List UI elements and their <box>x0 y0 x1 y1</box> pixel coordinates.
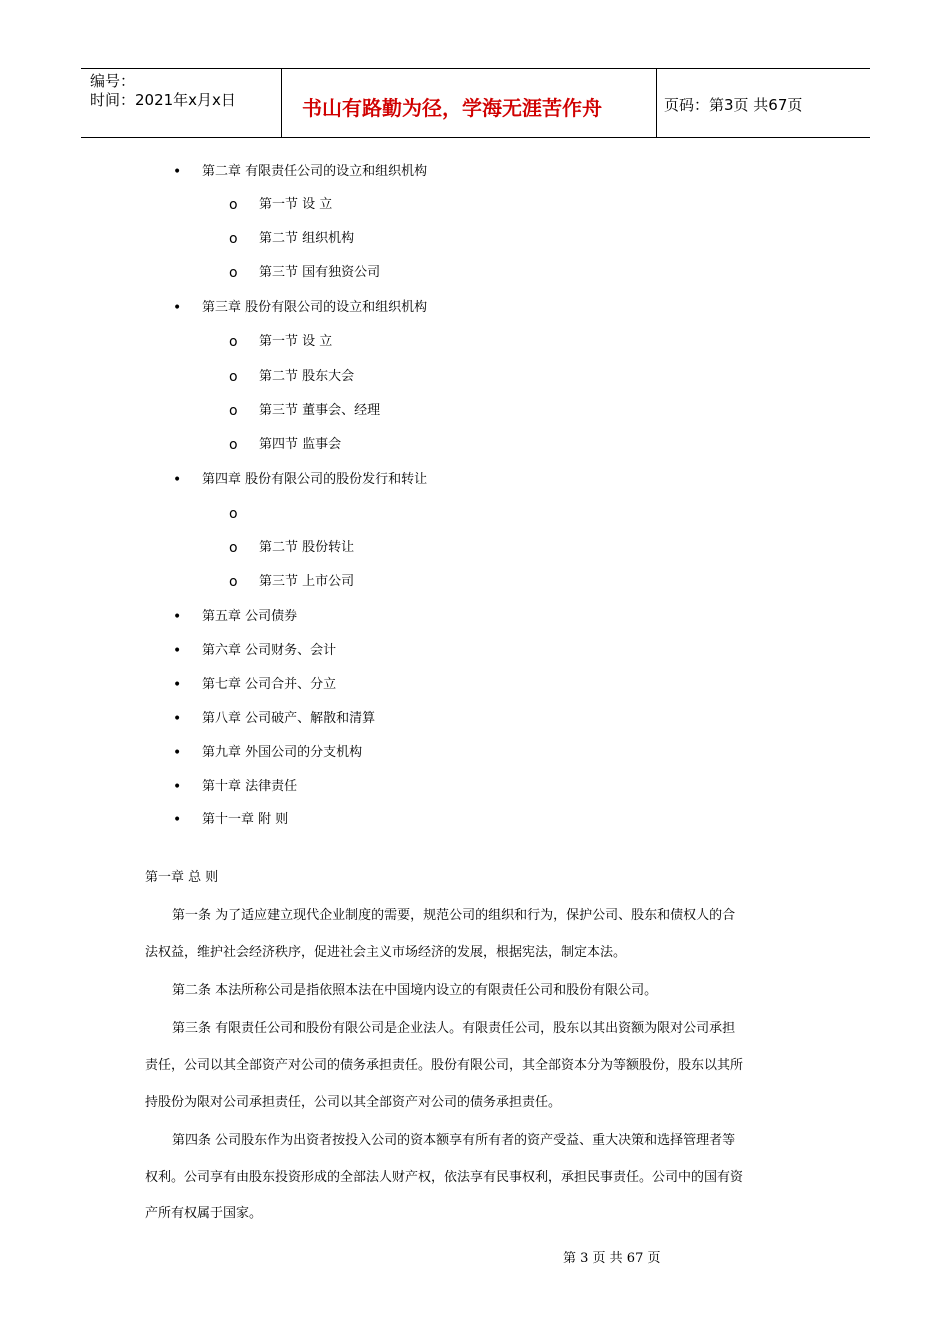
circle-bullet-icon: o <box>229 403 238 419</box>
circle-bullet-icon: o <box>229 540 238 556</box>
paragraph-line: 持股份为限对公司承担责任，公司以其全部资产对公司的债务承担责任。 <box>145 1095 562 1110</box>
bullet-icon: • <box>173 300 182 316</box>
bullet-icon: • <box>173 711 182 727</box>
toc-item-label: 第三节 董事会、经理 <box>259 403 381 418</box>
header-page-cell <box>656 69 870 137</box>
toc-item-label: 第三章 股份有限公司的设立和组织机构 <box>202 300 428 315</box>
circle-bullet-icon: o <box>229 574 238 590</box>
paragraph-line: 责任，公司以其全部资产对公司的债务承担责任。股份有限公司，其全部资本分为等额股份，股东以其所 <box>145 1058 744 1073</box>
toc-item-label: 第十章 法律责任 <box>202 779 298 794</box>
date-label: 时间：2021年x月x日 <box>90 91 236 109</box>
circle-bullet-icon: o <box>229 369 238 385</box>
motto: 书山有路勤为径，学海无涯苦作舟 <box>302 96 602 120</box>
paragraph-line: 第三条 有限责任公司和股份有限公司是企业法人。有限责任公司，股东以其出资额为限对公司承担 <box>172 1021 736 1036</box>
page-number-label: 页码：第3页 共67页 <box>664 96 803 114</box>
bullet-icon: • <box>173 164 182 180</box>
bullet-icon: • <box>173 745 182 761</box>
toc-item-label: 第二节 组织机构 <box>259 231 355 246</box>
bullet-icon: • <box>173 609 182 625</box>
page-header <box>81 68 870 138</box>
toc-item-label: 第九章 外国公司的分支机构 <box>202 745 363 760</box>
chapter-heading: 第一章 总 则 <box>145 870 219 885</box>
toc-item-label: 第一节 设 立 <box>259 334 333 349</box>
toc-item-label: 第三节 上市公司 <box>259 574 355 589</box>
toc-item-label: 第七章 公司合并、分立 <box>202 677 337 692</box>
bullet-icon: • <box>173 643 182 659</box>
serial-label: 编号： <box>90 72 136 90</box>
page-footer: 第 3 页 共 67 页 <box>563 1251 661 1266</box>
paragraph-line: 法权益，维护社会经济秩序，促进社会主义市场经济的发展，根据宪法，制定本法。 <box>145 945 627 960</box>
bullet-icon: • <box>173 779 182 795</box>
bullet-icon: • <box>173 472 182 488</box>
circle-bullet-icon: o <box>229 265 238 281</box>
toc-item-label: 第四节 监事会 <box>259 437 342 452</box>
paragraph-line: 产所有权属于国家。 <box>145 1206 263 1221</box>
bullet-icon: • <box>173 812 182 828</box>
toc-item-label: 第五章 公司债券 <box>202 609 298 624</box>
toc-item-label: 第二章 有限责任公司的设立和组织机构 <box>202 164 428 179</box>
toc-item-label: 第二节 股份转让 <box>259 540 355 555</box>
paragraph-line: 权利。公司享有由股东投资形成的全部法人财产权，依法享有民事权利，承担民事责任。公司中的国有资 <box>145 1170 744 1185</box>
toc-item-label: 第二节 股东大会 <box>259 369 355 384</box>
toc-item-label: 第六章 公司财务、会计 <box>202 643 337 658</box>
paragraph-line: 第一条 为了适应建立现代企业制度的需要，规范公司的组织和行为，保护公司、股东和债权人的合 <box>172 908 736 923</box>
toc-item-label: 第八章 公司破产、解散和清算 <box>202 711 376 726</box>
circle-bullet-icon: o <box>229 334 238 350</box>
paragraph-line: 第二条 本法所称公司是指依照本法在中国境内设立的有限责任公司和股份有限公司。 <box>172 983 658 998</box>
toc-item-label: 第十一章 附 则 <box>202 812 289 827</box>
circle-bullet-icon: o <box>229 437 238 453</box>
toc-item-label: 第三节 国有独资公司 <box>259 265 381 280</box>
bullet-icon: • <box>173 677 182 693</box>
circle-bullet-icon: o <box>229 231 238 247</box>
circle-bullet-icon: o <box>229 197 238 213</box>
toc-item-label: 第四章 股份有限公司的股份发行和转让 <box>202 472 428 487</box>
circle-bullet-icon: o <box>229 506 238 522</box>
toc-item-label: 第一节 设 立 <box>259 197 333 212</box>
header-motto-cell <box>281 69 657 137</box>
paragraph-line: 第四条 公司股东作为出资者按投入公司的资本额享有所有者的资产受益、重大决策和选择管理者等 <box>172 1133 736 1148</box>
header-meta-cell <box>81 69 281 137</box>
